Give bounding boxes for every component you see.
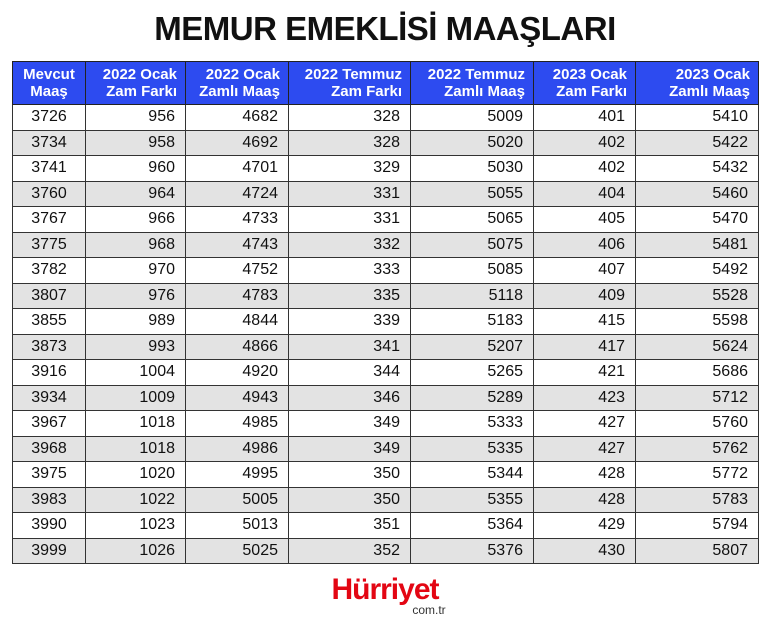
table-cell: 5432 (636, 156, 759, 182)
page-title: MEMUR EMEKLİSİ MAAŞLARI (154, 10, 616, 47)
table-row (13, 258, 759, 284)
table-cell: 341 (289, 334, 411, 360)
table-cell: 4701 (186, 156, 289, 182)
table-cell: 328 (289, 130, 411, 156)
table-cell: 1018 (86, 436, 186, 462)
table-cell: 3873 (13, 334, 86, 360)
table-row (13, 462, 759, 488)
table-cell: 427 (534, 411, 636, 437)
table-cell: 3968 (13, 436, 86, 462)
table-cell: 402 (534, 156, 636, 182)
column-header (186, 62, 289, 105)
table-cell: 3975 (13, 462, 86, 488)
table-row (13, 411, 759, 437)
table-cell: 5686 (636, 360, 759, 386)
table-cell: 3999 (13, 538, 86, 564)
column-header-line: 2022 Temmuz (304, 66, 402, 83)
table-cell: 402 (534, 130, 636, 156)
table-row (13, 181, 759, 207)
table-cell: 5355 (411, 487, 534, 513)
table-cell: 352 (289, 538, 411, 564)
table-cell: 5009 (411, 105, 534, 131)
table-row (13, 105, 759, 131)
table-cell: 5422 (636, 130, 759, 156)
table-cell: 5772 (636, 462, 759, 488)
table-row (13, 207, 759, 233)
table-cell: 349 (289, 411, 411, 437)
table-cell: 5470 (636, 207, 759, 233)
column-header (86, 62, 186, 105)
table-cell: 1004 (86, 360, 186, 386)
table-cell: 968 (86, 232, 186, 258)
column-header (411, 62, 534, 105)
table-cell: 976 (86, 283, 186, 309)
table-cell: 5085 (411, 258, 534, 284)
table-row (13, 538, 759, 564)
table-cell: 5289 (411, 385, 534, 411)
table-cell: 4986 (186, 436, 289, 462)
table-cell: 5075 (411, 232, 534, 258)
column-header-line: Zamlı Maaş (199, 83, 280, 100)
table-cell: 329 (289, 156, 411, 182)
table-cell: 328 (289, 105, 411, 131)
header-row (13, 62, 759, 105)
column-header-line: 2022 Ocak (102, 66, 177, 83)
table-cell: 3934 (13, 385, 86, 411)
column-header-line: 2022 Temmuz (427, 66, 525, 83)
table-cell: 989 (86, 309, 186, 335)
table-cell: 3782 (13, 258, 86, 284)
table-row (13, 334, 759, 360)
hurriyet-logo (0, 575, 770, 617)
table-cell: 430 (534, 538, 636, 564)
column-header-line: Zam Farkı (106, 83, 177, 100)
table-cell: 5807 (636, 538, 759, 564)
table-cell: 405 (534, 207, 636, 233)
table-row (13, 385, 759, 411)
table-cell: 415 (534, 309, 636, 335)
table-cell: 5712 (636, 385, 759, 411)
table-cell: 404 (534, 181, 636, 207)
column-header-line: Maaş (30, 83, 68, 100)
table-cell: 5762 (636, 436, 759, 462)
table-cell: 3734 (13, 130, 86, 156)
table-cell: 1023 (86, 513, 186, 539)
table-cell: 4733 (186, 207, 289, 233)
logo-wordmark: Hürriyet (331, 573, 439, 606)
table-cell: 4682 (186, 105, 289, 131)
table-cell: 4995 (186, 462, 289, 488)
table-cell: 5364 (411, 513, 534, 539)
column-header-line: Zamlı Maaş (444, 83, 525, 100)
table-cell: 401 (534, 105, 636, 131)
table-cell: 964 (86, 181, 186, 207)
table-cell: 993 (86, 334, 186, 360)
table-cell: 5333 (411, 411, 534, 437)
table-row (13, 360, 759, 386)
table-cell: 5265 (411, 360, 534, 386)
table-cell: 970 (86, 258, 186, 284)
column-header-line: Zam Farkı (331, 83, 402, 100)
table-cell: 351 (289, 513, 411, 539)
table-cell: 3741 (13, 156, 86, 182)
table-cell: 5030 (411, 156, 534, 182)
table-row (13, 283, 759, 309)
table-cell: 5794 (636, 513, 759, 539)
table-cell: 5335 (411, 436, 534, 462)
table-cell: 3855 (13, 309, 86, 335)
column-header-line: 2023 Ocak (675, 66, 750, 83)
table-row (13, 513, 759, 539)
table-cell: 956 (86, 105, 186, 131)
table-row (13, 309, 759, 335)
table-cell: 5207 (411, 334, 534, 360)
table-cell: 5055 (411, 181, 534, 207)
table-cell: 4724 (186, 181, 289, 207)
table-cell: 332 (289, 232, 411, 258)
table-cell: 3726 (13, 105, 86, 131)
column-header-line: 2023 Ocak (552, 66, 627, 83)
table-cell: 331 (289, 181, 411, 207)
table-cell: 5376 (411, 538, 534, 564)
table-cell: 1018 (86, 411, 186, 437)
table-cell: 5065 (411, 207, 534, 233)
table-cell: 335 (289, 283, 411, 309)
table-cell: 5020 (411, 130, 534, 156)
table-cell: 1009 (86, 385, 186, 411)
table-body (13, 105, 759, 564)
table-cell: 960 (86, 156, 186, 182)
table-cell: 5492 (636, 258, 759, 284)
table-header (13, 62, 759, 105)
table-cell: 4743 (186, 232, 289, 258)
table-cell: 3775 (13, 232, 86, 258)
table-cell: 349 (289, 436, 411, 462)
table-cell: 4943 (186, 385, 289, 411)
pension-table (12, 61, 759, 564)
table-cell: 5783 (636, 487, 759, 513)
table-cell: 427 (534, 436, 636, 462)
column-header-line: Zam Farkı (556, 83, 627, 100)
table-cell: 5013 (186, 513, 289, 539)
table-cell: 3983 (13, 487, 86, 513)
table-cell: 5025 (186, 538, 289, 564)
table-cell: 331 (289, 207, 411, 233)
table-cell: 5528 (636, 283, 759, 309)
table-cell: 4844 (186, 309, 289, 335)
table-cell: 5183 (411, 309, 534, 335)
column-header (534, 62, 636, 105)
table-cell: 409 (534, 283, 636, 309)
column-header (636, 62, 759, 105)
column-header (13, 62, 86, 105)
table-cell: 3967 (13, 411, 86, 437)
column-header-line: Mevcut (23, 66, 75, 83)
table-cell: 344 (289, 360, 411, 386)
table-cell: 346 (289, 385, 411, 411)
table-cell: 428 (534, 462, 636, 488)
table-cell: 5344 (411, 462, 534, 488)
table-cell: 958 (86, 130, 186, 156)
table-cell: 406 (534, 232, 636, 258)
table-cell: 966 (86, 207, 186, 233)
table-cell: 421 (534, 360, 636, 386)
table-cell: 4783 (186, 283, 289, 309)
table-cell: 4920 (186, 360, 289, 386)
table-cell: 350 (289, 487, 411, 513)
table-row (13, 232, 759, 258)
table-cell: 3807 (13, 283, 86, 309)
table-cell: 3767 (13, 207, 86, 233)
table-cell: 4692 (186, 130, 289, 156)
table-cell: 5460 (636, 181, 759, 207)
table-cell: 5005 (186, 487, 289, 513)
table-cell: 4866 (186, 334, 289, 360)
table-row (13, 156, 759, 182)
table-cell: 350 (289, 462, 411, 488)
table-cell: 3990 (13, 513, 86, 539)
table-cell: 5410 (636, 105, 759, 131)
column-header (289, 62, 411, 105)
logo-domain: com.tr (412, 603, 446, 617)
table-cell: 1020 (86, 462, 186, 488)
table-cell: 3760 (13, 181, 86, 207)
table-cell: 429 (534, 513, 636, 539)
table-cell: 423 (534, 385, 636, 411)
table-cell: 5481 (636, 232, 759, 258)
table-cell: 5598 (636, 309, 759, 335)
column-header-line: 2022 Ocak (205, 66, 280, 83)
table-row (13, 487, 759, 513)
table-cell: 3916 (13, 360, 86, 386)
table-cell: 407 (534, 258, 636, 284)
table-row (13, 130, 759, 156)
column-header-line: Zamlı Maaş (669, 83, 750, 100)
table-cell: 339 (289, 309, 411, 335)
table-cell: 5118 (411, 283, 534, 309)
table-cell: 1022 (86, 487, 186, 513)
table-cell: 428 (534, 487, 636, 513)
table-cell: 417 (534, 334, 636, 360)
table-cell: 333 (289, 258, 411, 284)
table-cell: 5624 (636, 334, 759, 360)
table-cell: 1026 (86, 538, 186, 564)
table-cell: 4752 (186, 258, 289, 284)
table-row (13, 436, 759, 462)
table-cell: 5760 (636, 411, 759, 437)
table-cell: 4985 (186, 411, 289, 437)
